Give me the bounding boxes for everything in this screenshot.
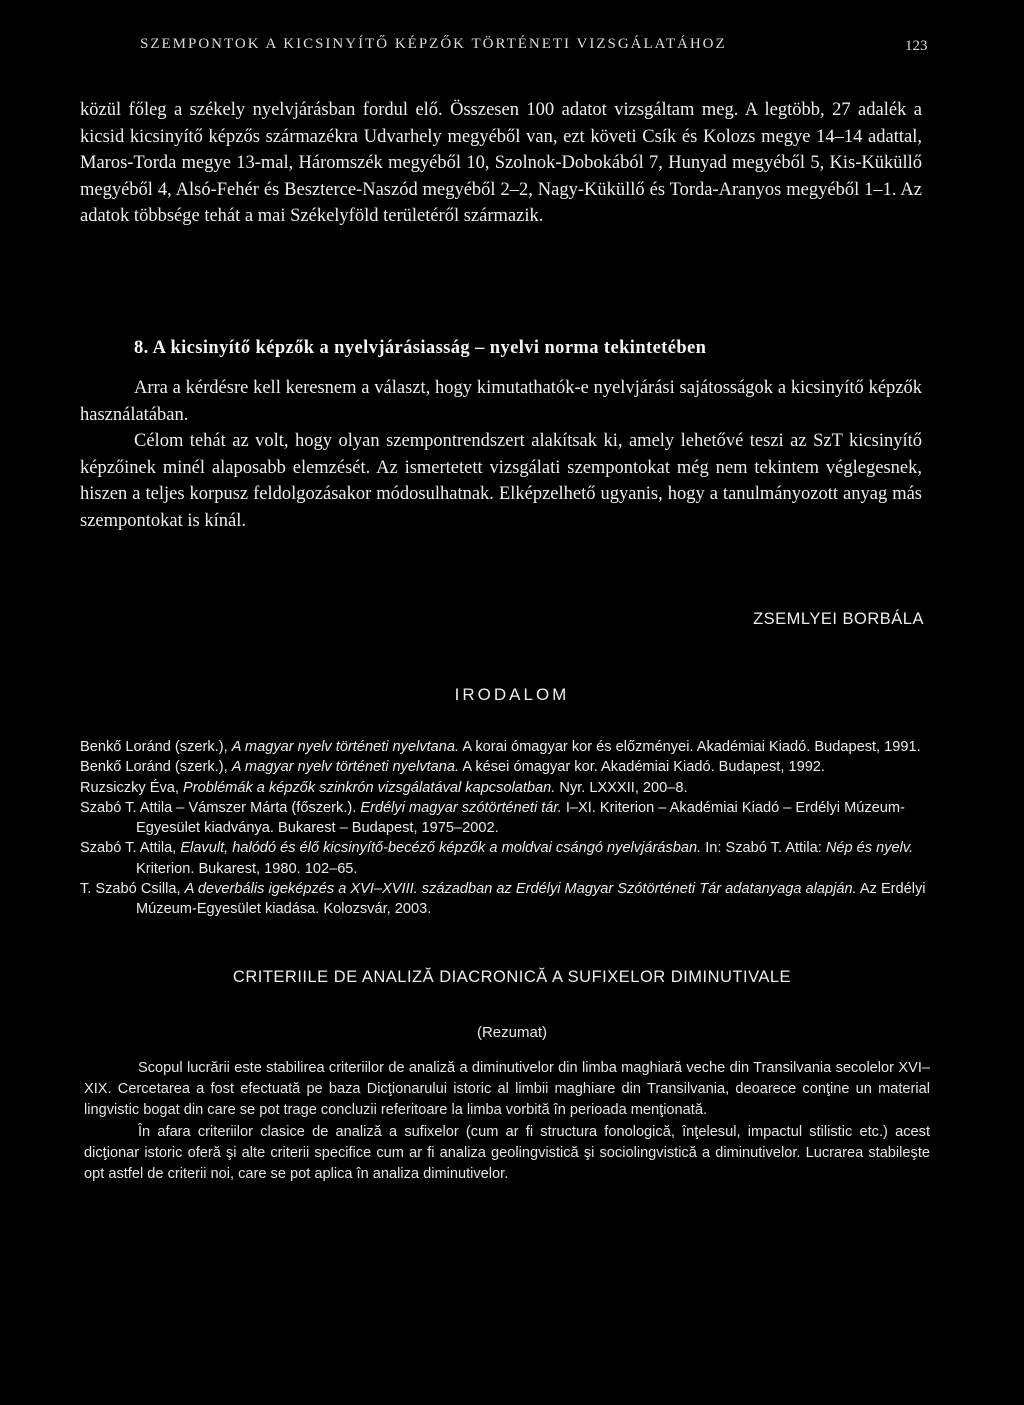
section-8-heading: 8. A kicsinyítő képzők a nyelvjárásiasság – nyelvi norma tekintetében — [134, 338, 707, 358]
reference-item: Szabó T. Attila – Vámszer Márta (főszerk.). Erdélyi magyar szótörténeti tár. I–XI. Kriterion – Akadémiai Kiadó – Erdélyi Múzeum-Egyesület kiadványa. Bukarest – Budapest, 1975–2002. — [80, 799, 905, 837]
author-signature: ZSEMLYEI BORBÁLA — [753, 610, 924, 628]
reference-item: T. Szabó Csilla, A deverbális igeképzés a XVI–XVIII. században az Erdélyi Magyar Szótörténeti Tár adatanyaga alapján. Az Erdélyi Múzeum-Egyesület kiadása. Kolozsvár, 2003. — [80, 881, 926, 918]
section-8-paragraph-2: Célom tehát az volt, hogy olyan szempontrendszert alakítsak ki, amely lehetővé teszi az SzT kicsinyítő képzőinek minél alaposabb elemzését. Az ismertetett vizsgálati szempontokat még nem tekintem véglegesnek, hiszen a teljes korpusz feldolgozásakor módosulhatnak. Elképzelhető ugyanis, hogy a tanulmányozott anyag más szempontokat is kínál. — [80, 431, 922, 531]
section-8 — [80, 338, 922, 534]
reference-item: Benkő Loránd (szerk.), A magyar nyelv történeti nyelvtana. A kései ómagyar kor. Akadémiai Kiadó. Budapest, 1992. — [80, 759, 825, 776]
reference-item: Benkő Loránd (szerk.), A magyar nyelv történeti nyelvtana. A korai ómagyar kor és előzményei. Akadémiai Kiadó. Budapest, 1991. — [80, 739, 921, 755]
reference-item: Ruzsiczky Éva, Problémák a képzők szinkrón vizsgálatával kapcsolatban. Nyr. LXXXII, 200–8. — [80, 779, 688, 796]
bibliography-title: IRODALOM — [454, 685, 570, 704]
page-number: 123 — [905, 38, 928, 54]
reference-item: Szabó T. Attila, Elavult, halódó és élő kicsinyítő-becéző képzők a moldvai csángó nyelvjárásban. In: Szabó T. Attila: Nép és nyelv. Kriterion. Bukarest, 1980. 102–65. — [80, 840, 914, 877]
summary-body — [84, 1058, 930, 1185]
bibliography-list — [80, 737, 930, 920]
running-header: SZEMPONTOK A KICSINYÍTŐ KÉPZŐK TÖRTÉNETI VIZSGÁLATÁHOZ — [140, 36, 727, 52]
intro-paragraph: közül főleg a székely nyelvjárásban fordul elő. Összesen 100 adatot vizsgáltam meg. A legtöbb, 27 adalék a kicsid kicsinyítő képzős származékra Udvarhely megyéből van, ezt követi Csík és Kolozs megye 14–14 adattal, Maros-Torda megye 13-mal, Háromszék megyéből 10, Szolnok-Dobokából 7, Hunyad megyéből 5, Kis-Küküllő megyéből 4, Alsó-Fehér és Beszterce-Naszód megyéből 2–2, Nagy-Küküllő és Torda-Aranyos megyéből 1–1. Az adatok többsége tehát a mai Székelyföld területéről származik. — [80, 100, 922, 226]
section-8-paragraph-1: Arra a kérdésre kell keresnem a választ, hogy kimutathatók-e nyelvjárási sajátosságok a kicsinyítő képzők használatában. — [80, 378, 922, 425]
summary-paragraph-2: În afara criteriilor clasice de analiză a sufixelor (cum ar fi structura fonologică, înţelesul, impactul stilistic etc.) acest dicţionar istoric oferă şi alte criterii specifice cum ar fi analiza geolingvistică şi sociolingvistică a diminutivelor. Lucrarea stabileşte opt astfel de criterii noi, care se pot aplica în analiza diminutivelor. — [84, 1123, 930, 1183]
summary-subtitle: (Rezumat) — [476, 1024, 547, 1041]
summary-paragraph-1: Scopul lucrării este stabilirea criteriilor de analiză a diminutivelor din limba maghiară veche din Transilvania secolelor XVI–XIX. Cercetarea a fost efectuată pe baza Dicţionarului istoric al limbii maghiare din Transilvania, deoarece conţine un material lingvistic bogat din care se pot trage concluzii referitoare la limba vorbită în perioada menţionată. — [84, 1060, 930, 1119]
intro-section — [80, 97, 922, 230]
summary-title: CRITERIILE DE ANALIZĂ DIACRONICĂ A SUFIXELOR DIMINUTIVALE — [232, 968, 792, 986]
